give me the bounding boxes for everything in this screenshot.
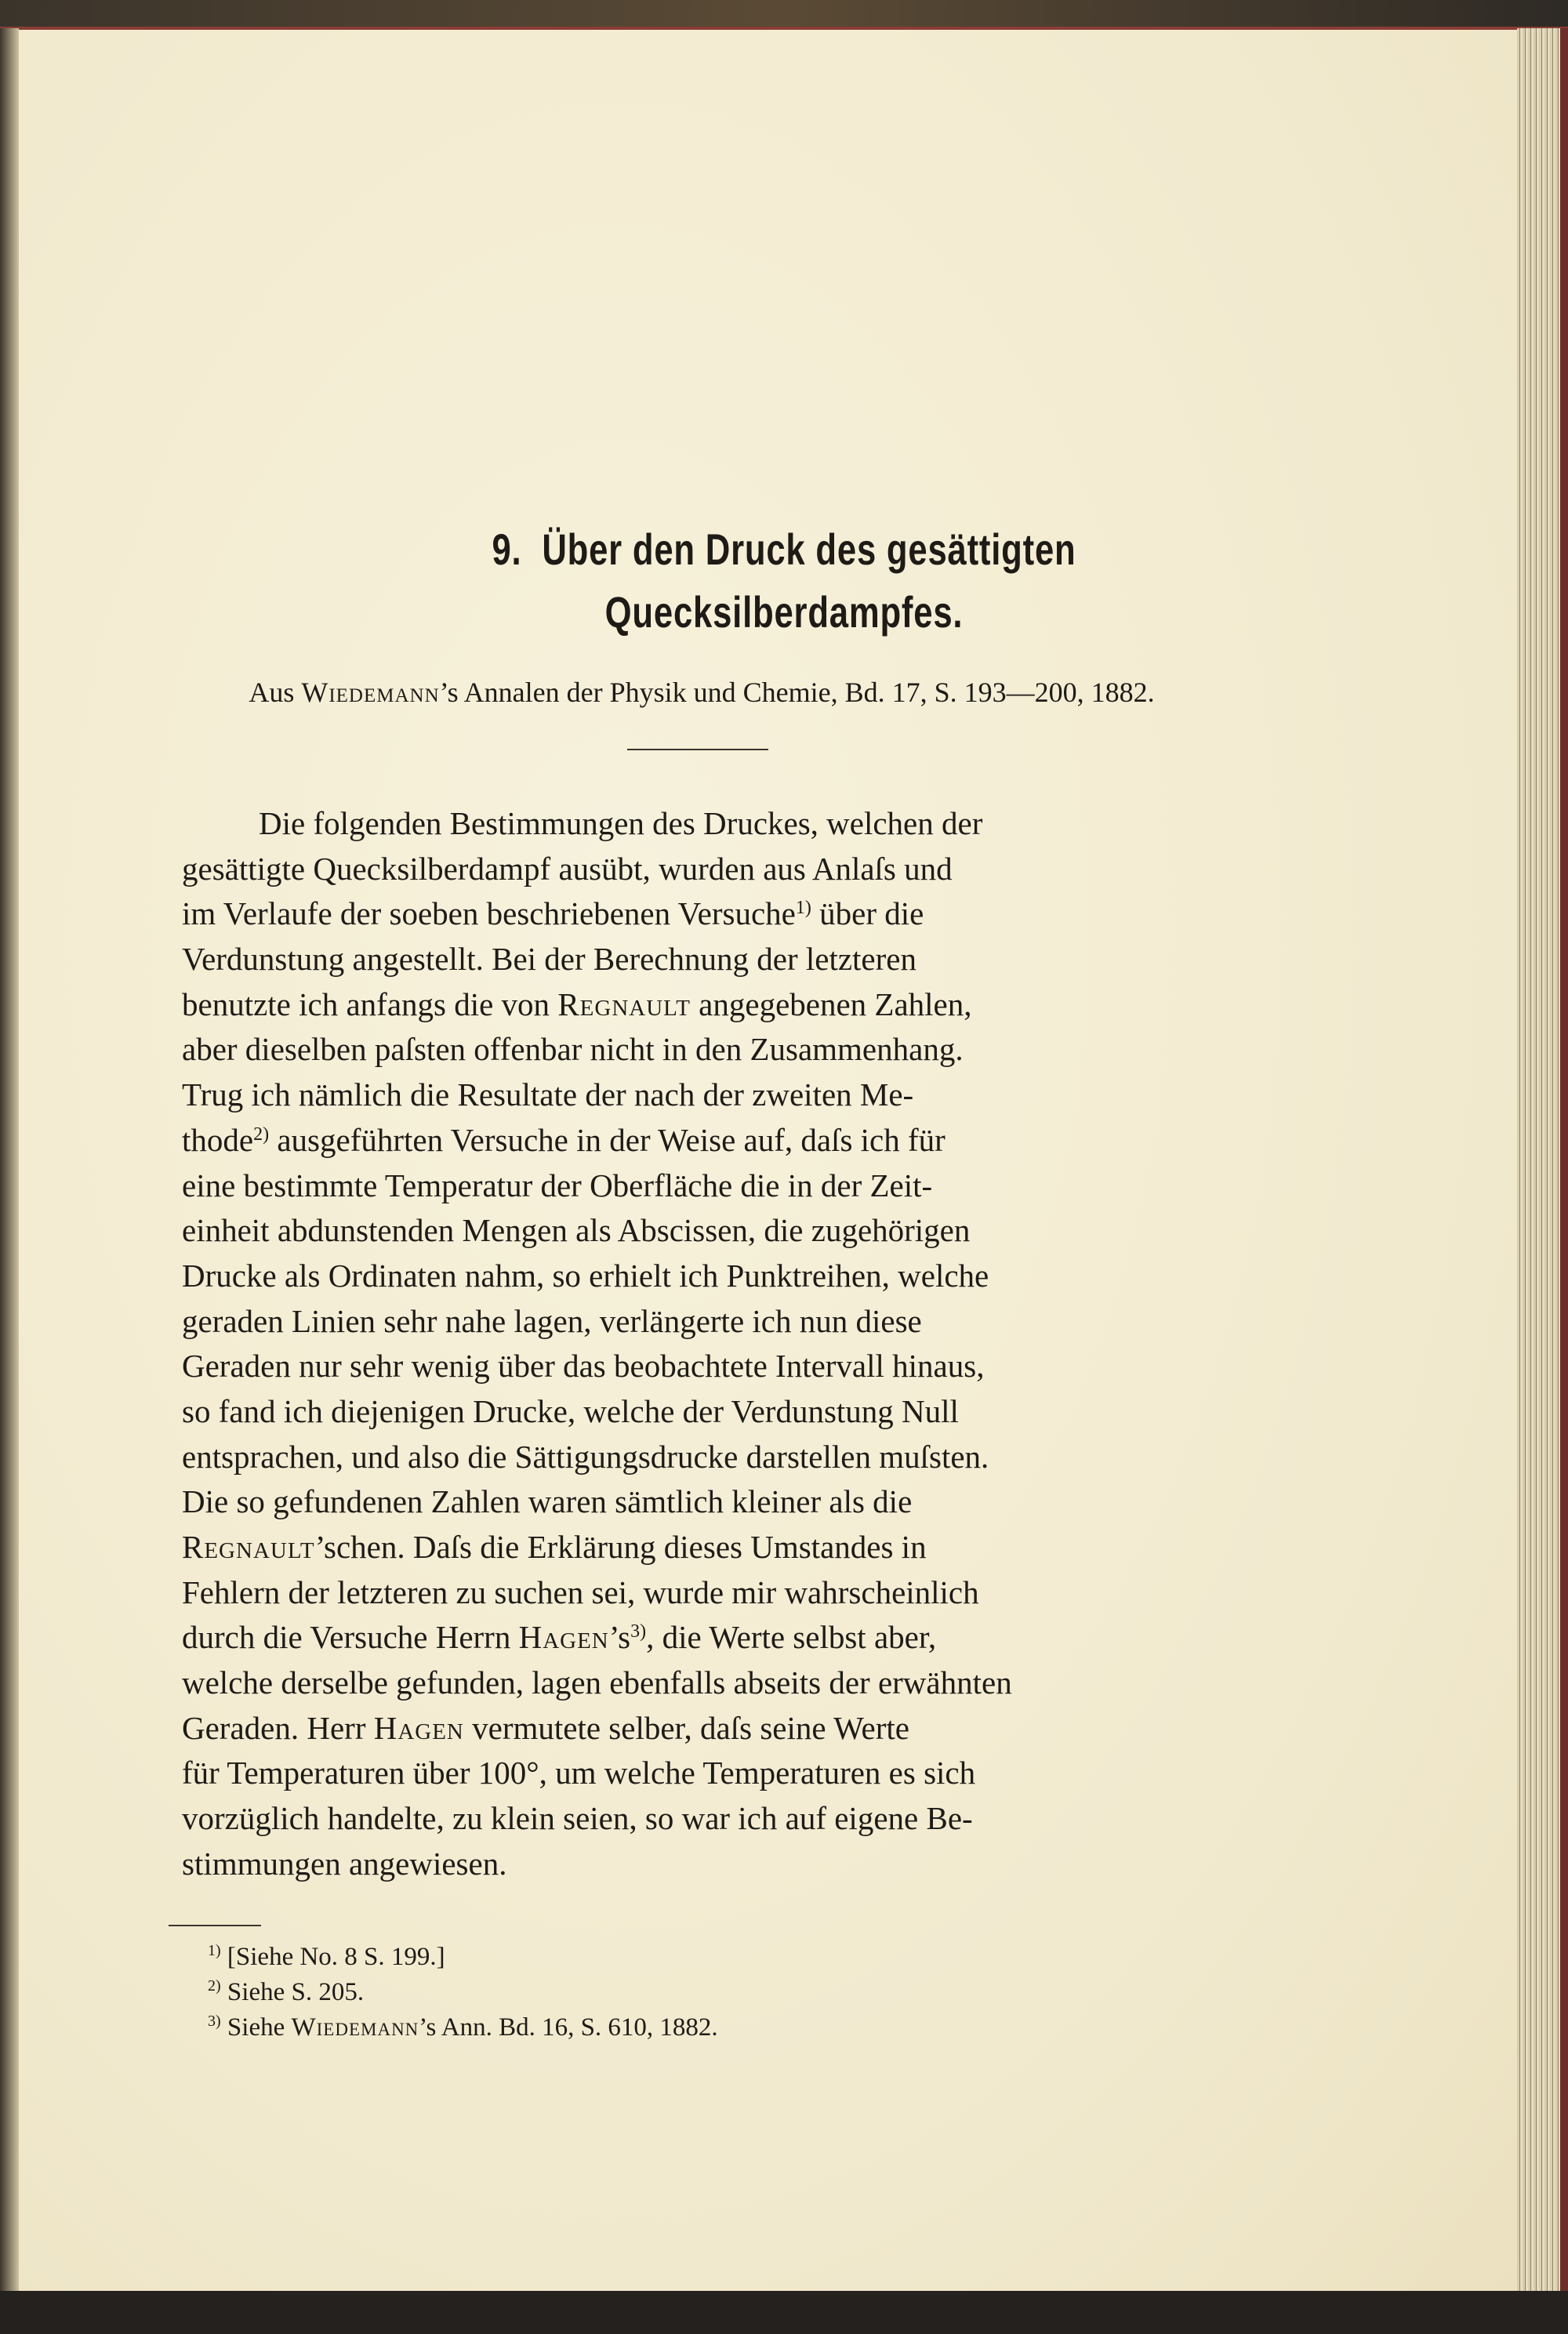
book-top-edge (0, 0, 1568, 28)
text-line (182, 982, 1219, 1028)
text-segment: benutzte ich anfangs die von (182, 986, 558, 1022)
text-line (182, 801, 1219, 847)
text-segment: angegebenen Zahlen, (690, 986, 972, 1022)
footnote-1 (208, 1943, 445, 1972)
footnote-reference: 1) (795, 898, 811, 919)
text-line (182, 1163, 1219, 1209)
footnote-2 (208, 1978, 364, 2007)
text-line (182, 1842, 1219, 1887)
book-gutter (0, 28, 19, 2294)
text-line (182, 1389, 1219, 1435)
text-line (182, 1661, 1219, 1706)
text-segment: welche derselbe gefunden, lagen ebenfalls abseits der erwähnten (182, 1664, 1012, 1701)
book-cover-right (1560, 28, 1568, 2294)
author-name: Hagen (518, 1619, 609, 1656)
article-title-text: Über den Druck des gesättigten (542, 525, 1076, 574)
text-line (182, 1254, 1219, 1299)
text-segment: Geraden nur sehr wenig über das beobachtete Intervall hinaus, (182, 1348, 985, 1385)
article-number: 9. (492, 525, 522, 574)
text-segment: vorzüglich handelte, zu klein seien, so war ich auf eigene Be- (182, 1800, 973, 1837)
text-segment: Trug ich nämlich die Resultate der nach der zweiten Me- (182, 1076, 914, 1113)
text-segment: so fand ich diejenigen Drucke, welche der Verdunstung Null (182, 1392, 959, 1429)
text-line (182, 1751, 1219, 1796)
text-segment: Fehlern der letzteren zu suchen sei, wurde mir wahrscheinlich (182, 1574, 979, 1610)
footnote-text: Siehe (227, 2013, 292, 2042)
text-segment: Die folgenden Bestimmungen des Druckes, welchen der (259, 805, 983, 841)
footnote-divider (169, 1925, 261, 1926)
footnote-name: Wiedemann (291, 2013, 419, 2042)
text-line (182, 1525, 1219, 1570)
text-segment: einheit abdunstenden Mengen als Abscissen, die zugehörigen (182, 1212, 971, 1249)
citation-journal-editor: Wiedemann (301, 677, 440, 708)
text-segment: Die so gefundenen Zahlen waren sämtlich kleiner als die (182, 1483, 913, 1520)
footnote-rest: ’s Ann. Bd. 16, S. 610, 1882. (419, 2013, 718, 2042)
text-segment: Verdunstung angestellt. Bei der Berechnung der letzteren (182, 941, 916, 978)
text-line (182, 847, 1219, 892)
author-name: Regnault (557, 986, 691, 1022)
text-line (182, 1118, 1219, 1163)
text-line (182, 1208, 1219, 1254)
book-bottom-edge (0, 2291, 1568, 2334)
text-line (182, 1435, 1219, 1480)
footnote-reference: 2) (253, 1123, 270, 1145)
text-segment: ’schen. Daſs die Erklärung dieses Umstandes in (314, 1529, 927, 1565)
body-text (182, 801, 1219, 1887)
text-segment: stimmungen angewiesen. (182, 1845, 507, 1882)
text-line (182, 1706, 1219, 1751)
text-segment: im Verlaufe der soeben beschriebenen Versuche (182, 895, 796, 932)
footnote-mark: 1) (208, 1942, 221, 1959)
text-segment: geraden Linien sehr nahe lagen, verlängerte ich nun diese (182, 1302, 922, 1339)
text-segment: für Temperaturen über 100°, um welche Temperaturen es sich (182, 1755, 976, 1791)
text-line (182, 1479, 1219, 1525)
footnote-reference: 3) (630, 1621, 647, 1643)
footnote-text: [Siehe No. 8 S. 199.] (227, 1943, 445, 1971)
footnote-text: Siehe S. 205. (227, 1978, 365, 2006)
text-line (182, 1570, 1219, 1616)
text-line (182, 1299, 1219, 1345)
footnote-mark: 2) (208, 1977, 221, 1995)
text-line (182, 937, 1219, 982)
footnote-mark: 3) (208, 2013, 221, 2030)
text-segment: gesättigte Quecksilberdampf ausübt, wurden aus Anlaſs und (182, 850, 953, 887)
text-line (182, 1073, 1219, 1118)
text-line (182, 1344, 1219, 1389)
citation (180, 676, 1223, 709)
text-segment: entsprachen, und also die Sättigungsdrucke darstellen muſsten. (182, 1438, 989, 1475)
text-segment: ’s (608, 1619, 631, 1656)
book-cover-edge (0, 27, 1568, 30)
text-segment: durch die Versuche Herrn (182, 1619, 519, 1656)
article-title-line2: Quecksilberdampfes. (604, 587, 964, 637)
text-segment: aber dieselben paſsten offenbar nicht in den Zusammenhang. (182, 1031, 964, 1068)
author-name: Hagen (373, 1709, 464, 1746)
footnote-3 (208, 2013, 718, 2042)
text-line (182, 1796, 1219, 1842)
text-segment: Geraden. Herr (182, 1709, 374, 1746)
text-segment: thode (182, 1121, 254, 1158)
text-segment: , die Werte selbst aber, (646, 1619, 937, 1656)
text-segment: eine bestimmte Temperatur der Oberfläche die in der Zeit- (182, 1167, 933, 1203)
text-line (182, 1615, 1219, 1661)
text-segment: vermutete selber, daſs seine Werte (463, 1709, 909, 1746)
article-title-line1 (172, 524, 1396, 575)
citation-prefix: Aus (249, 677, 302, 708)
text-segment: Drucke als Ordinaten nahm, so erhielt ich Punktreihen, welche (182, 1257, 989, 1294)
title-divider (627, 749, 768, 750)
text-segment: über die (811, 895, 924, 932)
text-line (182, 1027, 1219, 1073)
author-name: Regnault (182, 1529, 315, 1565)
text-segment: ausgeführten Versuche in der Weise auf, daſs ich für (269, 1121, 946, 1158)
citation-rest: ’s Annalen der Physik und Chemie, Bd. 17, S. 193—200, 1882. (439, 677, 1155, 708)
text-line (182, 891, 1219, 937)
